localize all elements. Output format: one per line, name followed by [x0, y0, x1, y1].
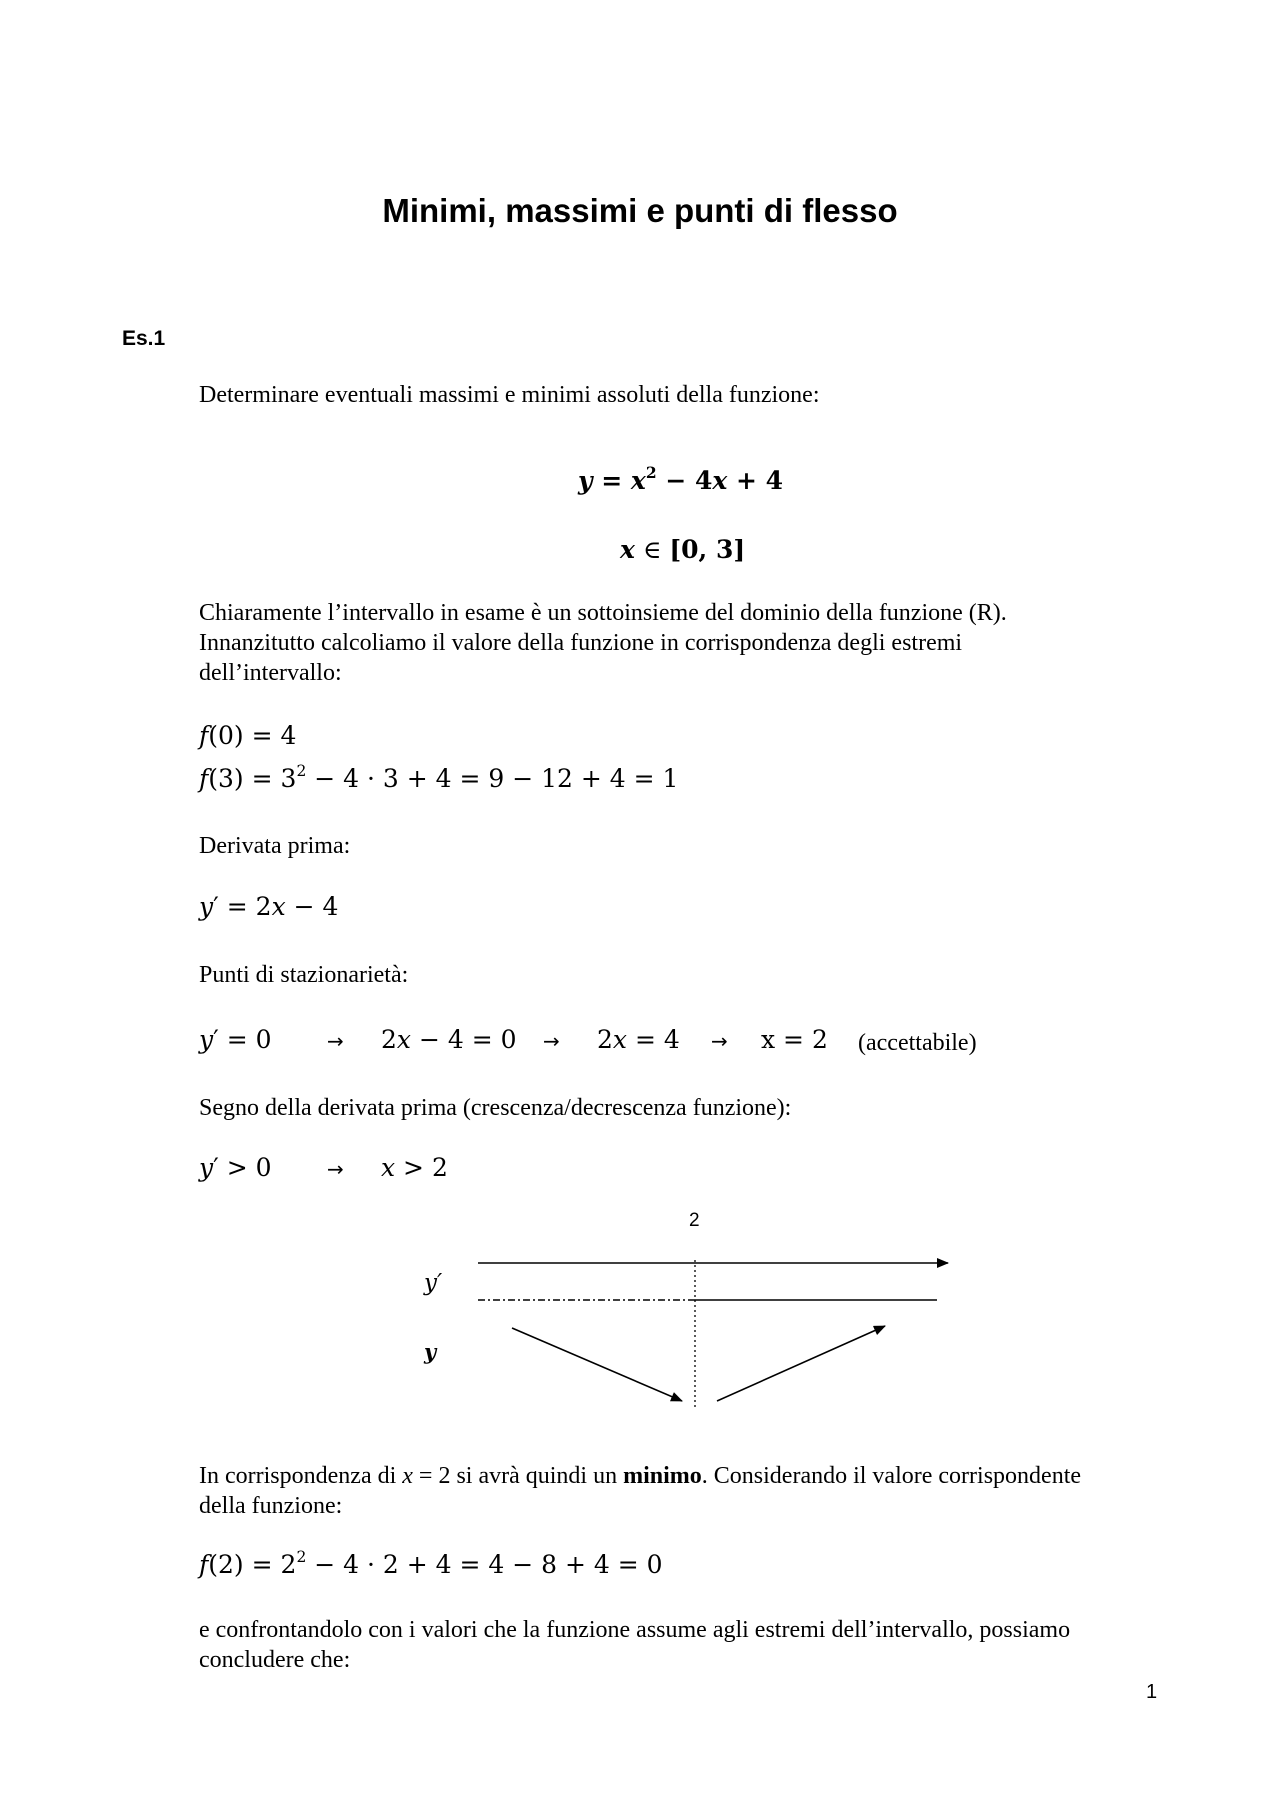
arrow-icon: → [543, 1029, 560, 1053]
segno-label: Segno della derivata prima (crescenza/decrescenza funzione): [199, 1095, 792, 1121]
arrow-icon: → [711, 1029, 728, 1053]
exercise-label: Es.1 [122, 327, 166, 350]
conclusion-paragraph: In corrispondenza di x = 2 si avrà quindi un minimo. Considerando il valore corrispondente della funzione: [199, 1463, 1082, 1519]
decreasing-arrow [512, 1328, 682, 1401]
equation-f3: $f(3) = 3^2 - 4 \cdot 3 + 4 = 9 - 12 + 4 = 1$ [199, 762, 679, 793]
arrow-icon: → [327, 1157, 344, 1181]
page-title: Minimi, massimi e punti di flesso [382, 192, 898, 229]
sign-chart-row-y: y [424, 1339, 437, 1364]
stationary-step-3: 2x = 4 [597, 1025, 680, 1054]
intro-text: Determinare eventuali massimi e minimi assoluti della funzione: [199, 382, 820, 408]
stazionari-label: Punti di stazionarietà: [199, 962, 409, 988]
function-equation: $y = x^2 - 4x + 4$ [578, 463, 784, 495]
sign-result: x > 2 [381, 1153, 448, 1182]
sign-chart-row-yprime: y′ [424, 1270, 443, 1296]
increasing-arrow [717, 1326, 885, 1401]
derivata-label: Derivata prima: [199, 833, 351, 859]
domain-interval: x ∈ [0, 3] [620, 535, 746, 564]
equation-f0: f(0) = 4 [199, 721, 297, 750]
final-paragraph: e confrontandolo con i valori che la funzione assume agli estremi dell’intervallo, possiamo concludere che: [199, 1617, 1071, 1673]
arrow-icon: → [327, 1029, 344, 1053]
stationary-step-4: x = 2 [761, 1025, 828, 1054]
stationary-note: (accettabile) [858, 1030, 977, 1056]
stationary-step-1: y′ = 0 [199, 1025, 272, 1054]
equation-f2: $f(2) = 2^2 - 4 \cdot 2 + 4 = 4 - 8 + 4 = 0$ [199, 1548, 663, 1579]
sign-chart-critical-point: 2 [689, 1210, 700, 1231]
page-number: 1 [1146, 1681, 1158, 1703]
paragraph-intervallo: Chiaramente l’intervallo in esame è un sottoinsieme del dominio della funzione (R). Innanzitutto calcoliamo il valore della funzione in corrispondenza degli estremi dell’intervallo: [199, 600, 1007, 686]
sign-condition: y′ > 0 [199, 1153, 272, 1182]
stationary-step-2: 2x − 4 = 0 [381, 1025, 517, 1054]
equation-derivative: y′ = 2x − 4 [199, 892, 339, 921]
